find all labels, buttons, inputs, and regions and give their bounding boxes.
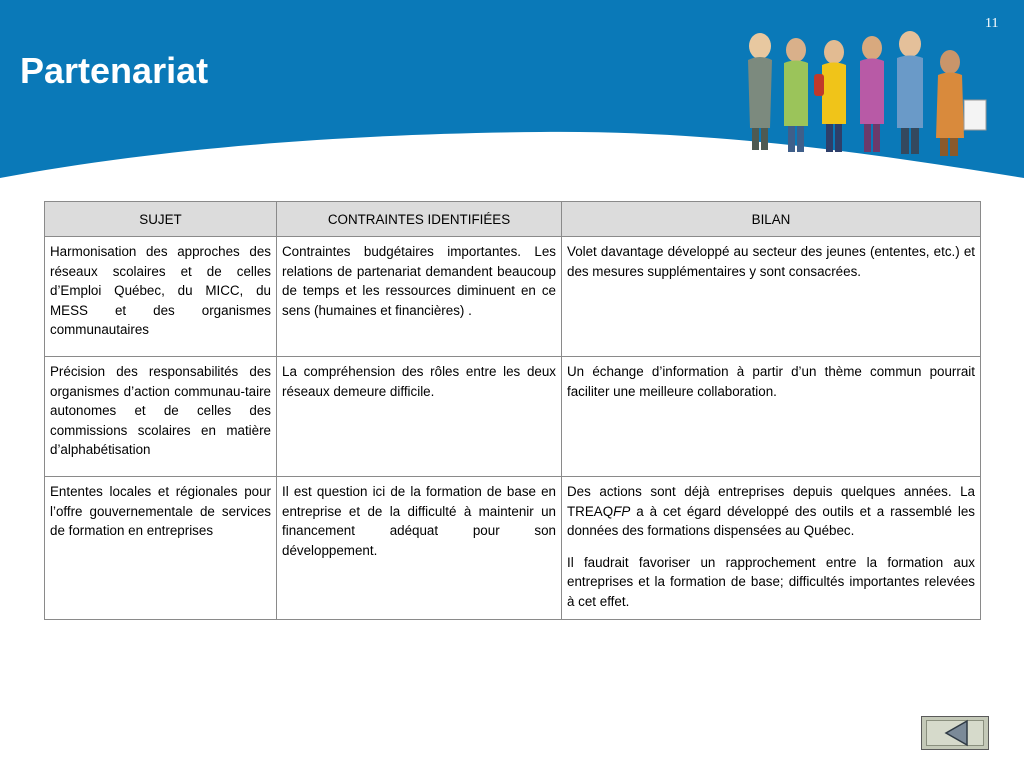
person-figure (936, 50, 986, 156)
bilan-paragraph: Il faudrait favoriser un rapprochement entre la formation aux entreprises et la formation de base; difficultés importantes relevées à cet effet. (567, 554, 975, 609)
people-illustration (728, 28, 1008, 168)
person-figure (748, 33, 772, 150)
cell-contraintes: Il est question ici de la formation de base en entreprise et de la difficulté à maintenir un financement adéquat pour son développement. (277, 477, 562, 620)
partnership-table (44, 201, 981, 620)
cell-sujet: Ententes locales et régionales pour l’offre gouvernementale de services de formation en entreprises (45, 477, 277, 620)
back-button[interactable] (921, 716, 989, 750)
table-row (45, 477, 981, 620)
cell-bilan (562, 477, 981, 620)
triangle-left-icon (943, 719, 971, 747)
person-figure (860, 36, 884, 152)
person-figure (814, 40, 846, 152)
cell-contraintes: Contraintes budgétaires importantes. Les relations de partenariat demandent beaucoup de temps et les ressources diminuent en ce sens (humaines et financières) . (277, 237, 562, 357)
slide-title: Partenariat (20, 50, 209, 91)
column-header-bilan: BILAN (562, 202, 981, 237)
column-header-contraintes: CONTRAINTES IDENTIFIÉES (277, 202, 562, 237)
column-header-sujet: SUJET (45, 202, 277, 237)
cell-sujet: Harmonisation des approches des réseaux scolaires et de celles d’Emploi Québec, du MICC, du MESS et des organismes communautaires (45, 237, 277, 357)
cell-bilan: Volet davantage développé au secteur des jeunes (ententes, etc.) et des mesures supplémentaires y sont consacrées. (562, 237, 981, 357)
slide-number: 11 (985, 16, 999, 31)
cell-sujet: Précision des responsabilités des organismes d’action communau-taire autonomes et de celles des commissions scolaires en matière d’alphabétisation (45, 357, 277, 477)
person-figure (897, 31, 923, 154)
table-header-row (45, 202, 981, 237)
bilan-paragraph: Des actions sont déjà entreprises depuis quelques années. La TREAQFP a à cet égard développé des outils et a rassemblé les données des formations dispensées au Québec. (567, 484, 975, 539)
table-row (45, 237, 981, 357)
cell-bilan: Un échange d’information à partir d’un thème commun pourrait faciliter une meilleure collaboration. (562, 357, 981, 477)
cell-contraintes: La compréhension des rôles entre les deux réseaux demeure difficile. (277, 357, 562, 477)
table-row (45, 357, 981, 477)
fp-italic: FP (613, 503, 631, 519)
person-figure (784, 38, 808, 152)
